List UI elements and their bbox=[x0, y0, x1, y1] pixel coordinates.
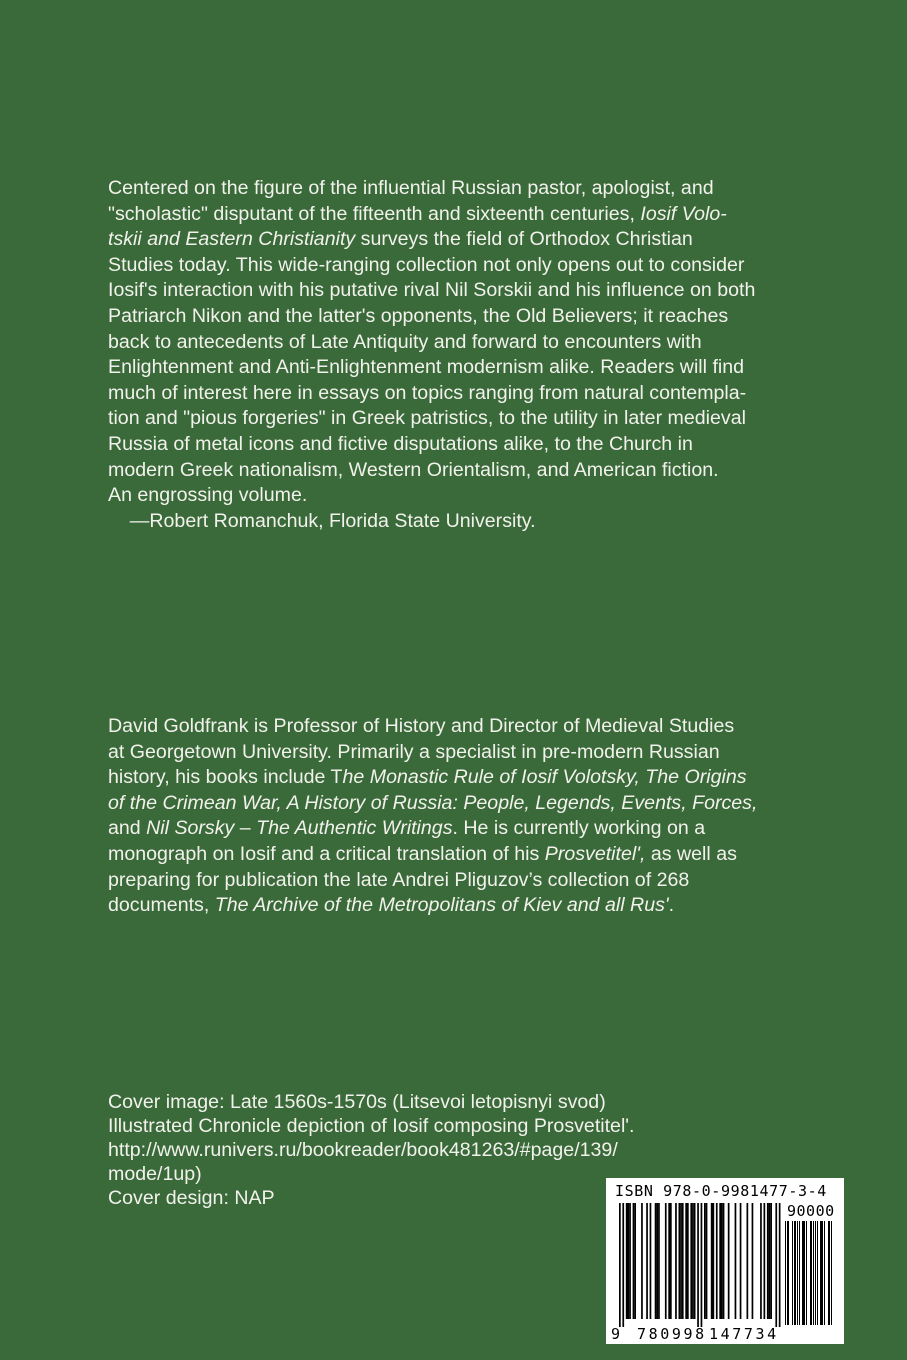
barcode-bar bbox=[682, 1203, 684, 1319]
isbn-label: ISBN 978-0-9981477-3-4 bbox=[615, 1182, 827, 1200]
barcode-bar bbox=[655, 1203, 657, 1319]
barcode-bar bbox=[641, 1203, 643, 1319]
bio-text-run: . bbox=[668, 894, 675, 917]
blurb-line bbox=[108, 432, 808, 458]
addon-bar bbox=[806, 1221, 807, 1325]
addon-bar bbox=[813, 1221, 814, 1325]
addon-bars bbox=[785, 1221, 839, 1325]
blurb-text-run: back to antecedents of Late Antiquity and forward to encounters with bbox=[108, 330, 702, 353]
blurb-line bbox=[108, 355, 808, 381]
barcode-bar bbox=[668, 1203, 670, 1319]
credits-line: Illustrated Chronicle depiction of Iosif composing Prosvetitel'. bbox=[108, 1115, 635, 1137]
barcode-bar bbox=[740, 1203, 742, 1319]
barcode-bar bbox=[723, 1203, 725, 1319]
addon-bar bbox=[810, 1221, 811, 1325]
bio-text-run: Nil Sorsky bbox=[146, 817, 235, 840]
addon-bar bbox=[803, 1221, 804, 1325]
blurb-line bbox=[108, 253, 808, 279]
barcode-bar bbox=[719, 1203, 721, 1319]
barcode-bar bbox=[752, 1203, 754, 1319]
addon-bar bbox=[794, 1221, 795, 1325]
addon-bar bbox=[822, 1221, 823, 1325]
isbn-left-digits: 780998 bbox=[637, 1325, 707, 1343]
price-code: 90000 bbox=[787, 1202, 835, 1220]
barcode-bar bbox=[629, 1203, 631, 1319]
addon-bar bbox=[811, 1221, 812, 1325]
bio-text-run: of the Crimean War, A History of Russia: People, Legends, Events, Forces, bbox=[108, 791, 758, 814]
bio-text-run: documents, bbox=[108, 894, 215, 917]
addon-bar bbox=[817, 1221, 818, 1325]
blurb-line bbox=[108, 330, 808, 356]
barcode-bar bbox=[680, 1203, 682, 1319]
blurb-text-run: Studies today. This wide-ranging collection not only opens out to consider bbox=[108, 253, 745, 276]
barcode-bar bbox=[628, 1203, 630, 1319]
addon-bar bbox=[831, 1221, 832, 1325]
barcode-bar bbox=[670, 1203, 672, 1319]
barcode-bar bbox=[728, 1203, 730, 1319]
barcode-bar bbox=[769, 1203, 771, 1319]
credits-line: Cover image: Late 1560s-1570s (Litsevoi letopisnyi svod) bbox=[108, 1091, 606, 1113]
barcode-bar bbox=[687, 1203, 689, 1319]
addon-bar bbox=[804, 1221, 805, 1325]
barcode-bar bbox=[770, 1203, 772, 1319]
bio-line bbox=[108, 868, 808, 894]
bio-text-run: history, his books include T bbox=[108, 766, 343, 789]
barcode-bar bbox=[675, 1203, 677, 1319]
barcode-bar bbox=[775, 1203, 777, 1327]
bio-line bbox=[108, 714, 808, 740]
barcode-bar bbox=[697, 1203, 699, 1327]
credits-line: http://www.runivers.ru/bookreader/book481263/#page/139/ bbox=[108, 1139, 618, 1161]
addon-bar bbox=[795, 1221, 796, 1325]
addon-bar bbox=[785, 1221, 786, 1325]
barcode-bar bbox=[767, 1203, 769, 1319]
blurb-text-run: surveys the field of Orthodox Christian bbox=[355, 228, 693, 251]
barcode-bar bbox=[716, 1203, 718, 1319]
blurb-text-run: Patriarch Nikon and the latter's opponents, the Old Believers; it reaches bbox=[108, 304, 729, 327]
barcode-bar bbox=[694, 1203, 696, 1319]
barcode-bar bbox=[711, 1203, 713, 1319]
barcode-bar bbox=[679, 1203, 681, 1319]
bio-text-run: The Archive of the Metropolitans of Kiev and all Rus' bbox=[214, 894, 669, 917]
credits-line: Cover design: NAP bbox=[108, 1187, 275, 1209]
cover-credits bbox=[108, 1090, 668, 1210]
blurb-line bbox=[108, 304, 808, 330]
barcode-bar bbox=[690, 1203, 692, 1319]
blurb-text-run: Iosif's interaction with his putative rival Nil Sorskii and his influence on both bbox=[108, 279, 756, 302]
barcode-bar bbox=[622, 1203, 624, 1327]
blurb-text-run: An engrossing volume. bbox=[108, 484, 308, 507]
barcode-bar bbox=[646, 1203, 648, 1319]
barcode-bar bbox=[713, 1203, 715, 1319]
blurb-line bbox=[108, 458, 808, 484]
barcode-bar bbox=[764, 1203, 766, 1319]
addon-bar bbox=[799, 1221, 800, 1325]
blurb-text-run: Russia of metal icons and fictive disputations alike, to the Church in bbox=[108, 432, 693, 455]
barcode-bar bbox=[735, 1203, 737, 1319]
bio-text-run: at Georgetown University. Primarily a specialist in pre-modern Russian bbox=[108, 740, 720, 763]
barcode-bar bbox=[706, 1203, 708, 1319]
barcode-bar bbox=[656, 1203, 658, 1319]
bio-text-run: . He is currently working on a bbox=[452, 817, 706, 840]
blurb-text-run: Iosif Volo- bbox=[640, 202, 727, 225]
barcode-bar bbox=[701, 1203, 703, 1327]
bio-text-run: preparing for publication the late Andrei Pliguzov’s collection of 268 bbox=[108, 868, 690, 891]
blurb-text-run: much of interest here in essays on topics ranging from natural contempla- bbox=[108, 381, 747, 404]
author-bio bbox=[108, 714, 808, 919]
blurb-text-run: Centered on the figure of the influential Russian pastor, apologist, and bbox=[108, 177, 714, 199]
blurb-line bbox=[108, 278, 808, 304]
blurb-line bbox=[108, 406, 808, 432]
isbn-right-digits: 147734 bbox=[709, 1325, 779, 1343]
bio-line bbox=[108, 816, 808, 842]
barcode-bar bbox=[634, 1203, 636, 1319]
bio-text-run: monograph on Iosif and a critical translation of his bbox=[108, 842, 545, 865]
blurb-line bbox=[108, 227, 808, 253]
addon-bar bbox=[797, 1221, 798, 1325]
bio-line bbox=[108, 842, 808, 868]
blurb-text-run: "scholastic" disputant of the fifteenth and sixteenth centuries, bbox=[108, 202, 641, 225]
blurb-line bbox=[108, 176, 808, 202]
isbn-barcode bbox=[606, 1178, 844, 1344]
blurb-text-run: tion and "pious forgeries" in Greek patristics, to the utility in later medieval bbox=[108, 407, 746, 430]
bio-line bbox=[108, 791, 808, 817]
bio-line bbox=[108, 765, 808, 791]
addon-bar bbox=[820, 1221, 821, 1325]
bio-text-run: and bbox=[108, 817, 147, 840]
barcode-bar bbox=[747, 1203, 749, 1319]
addon-bar bbox=[824, 1221, 825, 1325]
addon-bar bbox=[829, 1221, 830, 1325]
bio-text-run: – bbox=[234, 817, 257, 840]
addon-bar bbox=[787, 1221, 788, 1325]
barcode-bar bbox=[685, 1203, 687, 1319]
barcode-bar bbox=[665, 1203, 667, 1319]
blurb-line bbox=[108, 483, 808, 509]
barcode-bar bbox=[650, 1203, 652, 1319]
barcode-bar bbox=[619, 1203, 621, 1327]
bio-text-run: as well as bbox=[645, 842, 737, 865]
addon-bar bbox=[792, 1221, 793, 1325]
blurb-text-run: modern Greek nationalism, Western Orientalism, and American fiction. bbox=[108, 458, 719, 481]
blurb-text-run: —Robert Romanchuk, Florida State University. bbox=[108, 509, 536, 532]
bio-text-run: David Goldfrank is Professor of History and Director of Medieval Studies bbox=[108, 715, 735, 737]
blurb-line bbox=[108, 509, 808, 535]
barcode-bar bbox=[658, 1203, 660, 1319]
blurb-line bbox=[108, 381, 808, 407]
addon-bar bbox=[821, 1221, 822, 1325]
blurb-line bbox=[108, 202, 808, 228]
bio-text-run: Prosvetitel', bbox=[544, 842, 646, 865]
barcode-bar bbox=[704, 1203, 706, 1319]
bio-line bbox=[108, 893, 808, 919]
addon-bar bbox=[828, 1221, 829, 1325]
bio-text-run: he Monastic Rule of Iosif Volotsky, The Origins bbox=[342, 766, 747, 789]
barcode-bar bbox=[626, 1203, 628, 1319]
addon-bar bbox=[788, 1221, 789, 1325]
addon-bar bbox=[802, 1221, 803, 1325]
ean-bars bbox=[611, 1203, 783, 1327]
blurb-text-run: tskii and Eastern Christianity bbox=[108, 228, 356, 251]
addon-bar bbox=[815, 1221, 816, 1325]
barcode-bar bbox=[692, 1203, 694, 1319]
blurb-text-run: Enlightenment and Anti-Enlightenment modernism alike. Readers will find bbox=[108, 356, 745, 379]
credits-line: mode/1up) bbox=[108, 1163, 202, 1185]
bio-line bbox=[108, 740, 808, 766]
isbn-lead-digit: 9 bbox=[611, 1325, 621, 1343]
bio-text-run: The Authentic Writings bbox=[256, 817, 453, 840]
blurb-quote bbox=[108, 176, 808, 534]
barcode-bar bbox=[779, 1203, 781, 1327]
barcode-bar bbox=[721, 1203, 723, 1319]
barcode-bar bbox=[633, 1203, 635, 1319]
barcode-bar bbox=[760, 1203, 762, 1319]
